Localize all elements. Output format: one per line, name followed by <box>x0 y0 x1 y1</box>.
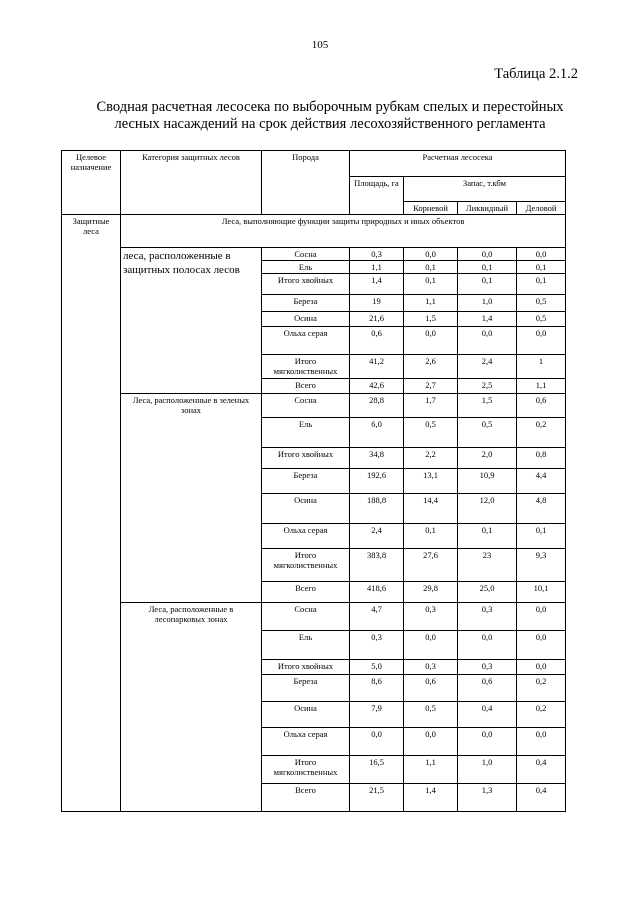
root-cell: 0,1 <box>404 524 458 549</box>
liquid-cell: 0,5 <box>458 418 517 448</box>
category-cell: Леса, расположенные в лесопарковых зонах <box>121 603 262 812</box>
header-liquid: Ликвидный <box>458 202 517 215</box>
business-cell: 0,2 <box>517 675 566 702</box>
area-cell: 42,6 <box>350 379 404 394</box>
liquid-cell: 0,3 <box>458 660 517 675</box>
business-cell: 0,1 <box>517 261 566 274</box>
species-cell: Всего <box>262 582 350 603</box>
liquid-cell: 0,1 <box>458 261 517 274</box>
business-cell: 4,4 <box>517 469 566 494</box>
species-cell: Ель <box>262 418 350 448</box>
area-cell: 0,0 <box>350 728 404 756</box>
liquid-cell: 10,9 <box>458 469 517 494</box>
area-cell: 192,6 <box>350 469 404 494</box>
species-cell: Сосна <box>262 248 350 261</box>
root-cell: 0,1 <box>404 274 458 295</box>
business-cell: 0,1 <box>517 524 566 549</box>
area-cell: 19 <box>350 295 404 312</box>
category-cell: леса, расположенные в защитных полосах лесов <box>121 248 262 394</box>
liquid-cell: 0,3 <box>458 603 517 631</box>
liquid-cell: 23 <box>458 549 517 582</box>
species-cell: Всего <box>262 784 350 812</box>
header-stock: Запас, т.кбм <box>404 177 566 202</box>
liquid-cell: 1,0 <box>458 295 517 312</box>
business-cell: 10,1 <box>517 582 566 603</box>
liquid-cell: 1,0 <box>458 756 517 784</box>
area-cell: 28,8 <box>350 394 404 418</box>
root-cell: 1,4 <box>404 784 458 812</box>
business-cell: 1,1 <box>517 379 566 394</box>
business-cell: 0,2 <box>517 418 566 448</box>
species-cell: Осина <box>262 312 350 327</box>
business-cell: 9,3 <box>517 549 566 582</box>
root-cell: 0,0 <box>404 728 458 756</box>
root-cell: 0,0 <box>404 327 458 355</box>
species-cell: Ель <box>262 261 350 274</box>
species-cell: Ольха серая <box>262 728 350 756</box>
area-cell: 383,8 <box>350 549 404 582</box>
liquid-cell: 2,5 <box>458 379 517 394</box>
liquid-cell: 0,1 <box>458 274 517 295</box>
root-cell: 0,6 <box>404 675 458 702</box>
area-cell: 418,6 <box>350 582 404 603</box>
area-cell: 0,6 <box>350 327 404 355</box>
root-cell: 2,7 <box>404 379 458 394</box>
area-cell: 7,9 <box>350 702 404 728</box>
header-business: Деловой <box>517 202 566 215</box>
business-cell: 0,8 <box>517 448 566 469</box>
species-cell: Береза <box>262 675 350 702</box>
liquid-cell: 25,0 <box>458 582 517 603</box>
species-cell: Береза <box>262 295 350 312</box>
liquid-cell: 0,0 <box>458 631 517 660</box>
species-cell: Береза <box>262 469 350 494</box>
species-cell: Ель <box>262 631 350 660</box>
area-cell: 0,3 <box>350 248 404 261</box>
liquid-cell: 0,4 <box>458 702 517 728</box>
business-cell: 0,4 <box>517 756 566 784</box>
title-line-2: лесных насаждений на срок действия лесохозяйственного регламента <box>114 116 546 132</box>
table-row <box>62 248 566 261</box>
business-cell: 0,5 <box>517 312 566 327</box>
root-cell: 0,3 <box>404 660 458 675</box>
table-label: Таблица 2.1.2 <box>494 66 578 82</box>
area-cell: 188,8 <box>350 494 404 524</box>
root-cell: 0,0 <box>404 631 458 660</box>
species-cell: Итого мягколиственных <box>262 549 350 582</box>
purpose-cell: Защитные леса <box>62 215 121 812</box>
header-category: Категория защитных лесов <box>121 151 262 215</box>
business-cell: 0,4 <box>517 784 566 812</box>
area-cell: 21,5 <box>350 784 404 812</box>
liquid-cell: 12,0 <box>458 494 517 524</box>
section-title: Леса, выполняющие функции защиты природных и иных объектов <box>121 215 566 248</box>
area-cell: 2,4 <box>350 524 404 549</box>
header-allowable-cut: Расчетная лесосека <box>350 151 566 177</box>
header-root: Корневой <box>404 202 458 215</box>
area-cell: 4,7 <box>350 603 404 631</box>
liquid-cell: 1,5 <box>458 394 517 418</box>
root-cell: 1,5 <box>404 312 458 327</box>
area-cell: 21,6 <box>350 312 404 327</box>
liquid-cell: 0,0 <box>458 248 517 261</box>
root-cell: 29,8 <box>404 582 458 603</box>
title-line-1: Сводная расчетная лесосека по выборочным рубкам спелых и перестойных <box>96 99 564 115</box>
root-cell: 1,1 <box>404 756 458 784</box>
area-cell: 0,3 <box>350 631 404 660</box>
liquid-cell: 1,3 <box>458 784 517 812</box>
root-cell: 1,1 <box>404 295 458 312</box>
business-cell: 0,0 <box>517 327 566 355</box>
species-cell: Ольха серая <box>262 327 350 355</box>
species-cell: Итого хвойных <box>262 448 350 469</box>
business-cell: 0,0 <box>517 631 566 660</box>
species-cell: Осина <box>262 494 350 524</box>
area-cell: 16,5 <box>350 756 404 784</box>
root-cell: 2,6 <box>404 355 458 379</box>
root-cell: 27,6 <box>404 549 458 582</box>
root-cell: 0,3 <box>404 603 458 631</box>
business-cell: 0,0 <box>517 728 566 756</box>
business-cell: 0,0 <box>517 603 566 631</box>
area-cell: 5,0 <box>350 660 404 675</box>
document-title <box>60 99 600 133</box>
root-cell: 0,5 <box>404 702 458 728</box>
business-cell: 1 <box>517 355 566 379</box>
root-cell: 14,4 <box>404 494 458 524</box>
liquid-cell: 0,0 <box>458 728 517 756</box>
area-cell: 1,1 <box>350 261 404 274</box>
page-number: 105 <box>311 39 329 51</box>
header-area: Площадь, га <box>350 177 404 215</box>
species-cell: Ольха серая <box>262 524 350 549</box>
area-cell: 34,8 <box>350 448 404 469</box>
area-cell: 6,0 <box>350 418 404 448</box>
business-cell: 0,0 <box>517 660 566 675</box>
root-cell: 2,2 <box>404 448 458 469</box>
liquid-cell: 2,0 <box>458 448 517 469</box>
table-row <box>62 394 566 418</box>
species-cell: Итого хвойных <box>262 274 350 295</box>
liquid-cell: 2,4 <box>458 355 517 379</box>
business-cell: 4,8 <box>517 494 566 524</box>
allowable-cut-table <box>61 150 566 812</box>
species-cell: Итого мягколиственных <box>262 756 350 784</box>
business-cell: 0,2 <box>517 702 566 728</box>
liquid-cell: 0,6 <box>458 675 517 702</box>
area-cell: 8,6 <box>350 675 404 702</box>
species-cell: Осина <box>262 702 350 728</box>
root-cell: 1,7 <box>404 394 458 418</box>
category-cell: Леса, расположенные в зеленых зонах <box>121 394 262 603</box>
liquid-cell: 0,0 <box>458 327 517 355</box>
liquid-cell: 1,4 <box>458 312 517 327</box>
root-cell: 0,5 <box>404 418 458 448</box>
business-cell: 0,6 <box>517 394 566 418</box>
species-cell: Итого хвойных <box>262 660 350 675</box>
business-cell: 0,5 <box>517 295 566 312</box>
table-row <box>62 603 566 631</box>
species-cell: Сосна <box>262 394 350 418</box>
area-cell: 41,2 <box>350 355 404 379</box>
area-cell: 1,4 <box>350 274 404 295</box>
root-cell: 0,1 <box>404 261 458 274</box>
business-cell: 0,0 <box>517 248 566 261</box>
root-cell: 0,0 <box>404 248 458 261</box>
species-cell: Сосна <box>262 603 350 631</box>
header-species: Порода <box>262 151 350 215</box>
species-cell: Итого мягколиственных <box>262 355 350 379</box>
liquid-cell: 0,1 <box>458 524 517 549</box>
root-cell: 13,1 <box>404 469 458 494</box>
business-cell: 0,1 <box>517 274 566 295</box>
header-purpose: Целевое назначение <box>62 151 121 215</box>
species-cell: Всего <box>262 379 350 394</box>
